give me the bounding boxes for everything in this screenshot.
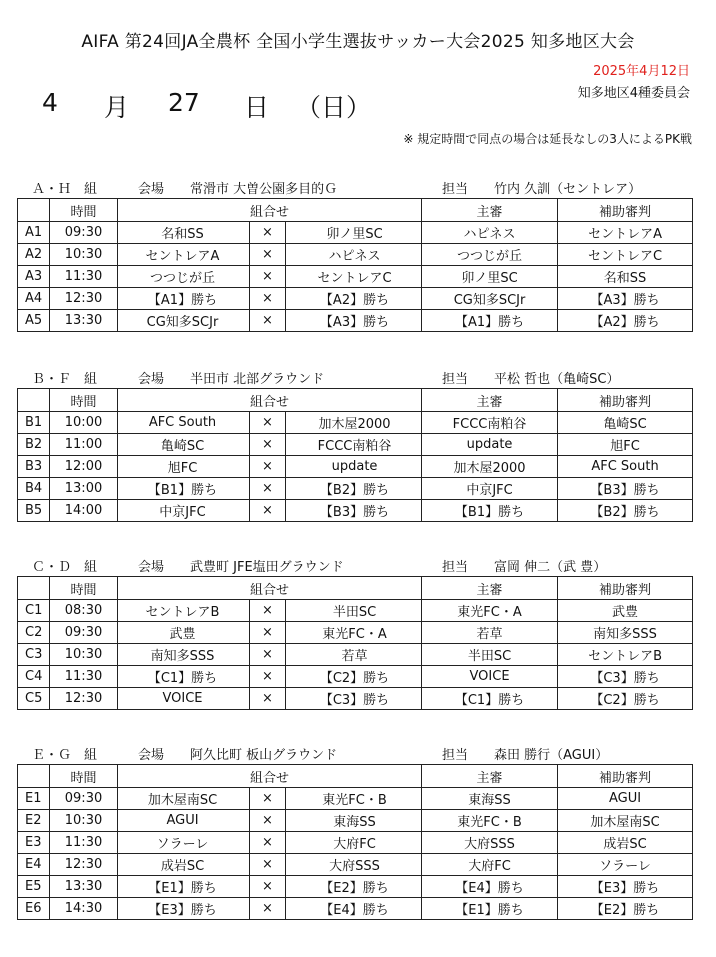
assistant-referee: 【C2】勝ち	[558, 688, 693, 710]
assistant-referee: 【E2】勝ち	[558, 898, 693, 920]
schedule-table	[17, 764, 693, 920]
match-id: A2	[18, 244, 50, 266]
match-time: 11:00	[50, 434, 118, 456]
match-id: C3	[18, 644, 50, 666]
versus-mark: ×	[250, 222, 286, 244]
table-header-row	[18, 199, 693, 222]
versus-mark: ×	[250, 876, 286, 898]
venue-label: 会場	[138, 182, 165, 197]
away-team: 若草	[286, 644, 422, 666]
venue-label: 会場	[138, 748, 165, 763]
assistant-referee: 【A2】勝ち	[558, 310, 693, 332]
header-time: 時間	[50, 577, 118, 600]
match-time: 09:30	[50, 622, 118, 644]
table-row	[18, 434, 693, 456]
home-team: つつじが丘	[118, 266, 250, 288]
header-match: 組合せ	[118, 389, 422, 412]
match-id: A4	[18, 288, 50, 310]
table-row	[18, 854, 693, 876]
table-row	[18, 266, 693, 288]
match-id: C5	[18, 688, 50, 710]
match-time: 13:30	[50, 310, 118, 332]
match-time: 11:30	[50, 832, 118, 854]
table-row	[18, 810, 693, 832]
match-id: E6	[18, 898, 50, 920]
versus-mark: ×	[250, 266, 286, 288]
home-team: 【E3】勝ち	[118, 898, 250, 920]
referee: 若草	[422, 622, 558, 644]
venue-name: 常滑市 大曽公園多目的Ｇ	[190, 182, 338, 197]
referee: 半田SC	[422, 644, 558, 666]
table-row	[18, 832, 693, 854]
home-team: CG知多SCJr	[118, 310, 250, 332]
referee: 東光FC・B	[422, 810, 558, 832]
home-team: 加木屋南SC	[118, 788, 250, 810]
home-team: 名和SS	[118, 222, 250, 244]
manager-name: 竹内 久訓（セントレア）	[494, 182, 642, 197]
group-label: Ｂ・Ｆ 組	[32, 372, 98, 387]
referee: ハピネス	[422, 222, 558, 244]
versus-mark: ×	[250, 810, 286, 832]
versus-mark: ×	[250, 500, 286, 522]
referee: CG知多SCJr	[422, 288, 558, 310]
away-team: 加木屋2000	[286, 412, 422, 434]
assistant-referee: ソラーレ	[558, 854, 693, 876]
versus-mark: ×	[250, 832, 286, 854]
venue-name: 武豊町 JFE塩田グラウンド	[190, 560, 344, 575]
away-team: update	[286, 456, 422, 478]
versus-mark: ×	[250, 688, 286, 710]
header-referee: 主審	[422, 199, 558, 222]
referee: VOICE	[422, 666, 558, 688]
assistant-referee: 旭FC	[558, 434, 693, 456]
referee: 大府FC	[422, 854, 558, 876]
versus-mark: ×	[250, 412, 286, 434]
home-team: 武豊	[118, 622, 250, 644]
away-team: セントレアC	[286, 266, 422, 288]
match-id: A3	[18, 266, 50, 288]
away-team: 半田SC	[286, 600, 422, 622]
match-time: 12:30	[50, 288, 118, 310]
home-team: 【A1】勝ち	[118, 288, 250, 310]
assistant-referee: 亀崎SC	[558, 412, 693, 434]
away-team: 東光FC・A	[286, 622, 422, 644]
table-row	[18, 244, 693, 266]
table-row	[18, 788, 693, 810]
table-row	[18, 600, 693, 622]
home-team: 【B1】勝ち	[118, 478, 250, 500]
header-match: 組合せ	[118, 577, 422, 600]
table-row	[18, 310, 693, 332]
table-row	[18, 500, 693, 522]
home-team: AFC South	[118, 412, 250, 434]
match-id: E5	[18, 876, 50, 898]
referee: 加木屋2000	[422, 456, 558, 478]
table-row	[18, 478, 693, 500]
away-team: 卯ノ里SC	[286, 222, 422, 244]
match-id: A1	[18, 222, 50, 244]
match-time: 12:30	[50, 688, 118, 710]
match-id: C1	[18, 600, 50, 622]
table-row	[18, 622, 693, 644]
header-referee: 主審	[422, 577, 558, 600]
date-weekday: （日）	[296, 93, 372, 122]
header-assistant: 補助審判	[558, 389, 693, 412]
versus-mark: ×	[250, 788, 286, 810]
referee: 中京JFC	[422, 478, 558, 500]
away-team: 【B3】勝ち	[286, 500, 422, 522]
away-team: 【A3】勝ち	[286, 310, 422, 332]
header-id	[18, 765, 50, 788]
header-referee: 主審	[422, 765, 558, 788]
assistant-referee: 武豊	[558, 600, 693, 622]
document-title: AIFA 第24回JA全農杯 全国小学生選抜サッカー大会2025 知多地区大会	[81, 32, 635, 52]
referee: 卯ノ里SC	[422, 266, 558, 288]
home-team: 南知多SSS	[118, 644, 250, 666]
venue-name: 半田市 北部グラウンド	[190, 372, 325, 387]
match-id: E3	[18, 832, 50, 854]
header-time: 時間	[50, 765, 118, 788]
home-team: セントレアA	[118, 244, 250, 266]
away-team: 【B2】勝ち	[286, 478, 422, 500]
header-assistant: 補助審判	[558, 577, 693, 600]
assistant-referee: 加木屋南SC	[558, 810, 693, 832]
versus-mark: ×	[250, 288, 286, 310]
header-assistant: 補助審判	[558, 765, 693, 788]
header-id	[18, 199, 50, 222]
header-id	[18, 577, 50, 600]
manager-label: 担当	[442, 372, 469, 387]
away-team: 東光FC・B	[286, 788, 422, 810]
table-row	[18, 898, 693, 920]
match-time: 10:00	[50, 412, 118, 434]
table-row	[18, 644, 693, 666]
table-row	[18, 456, 693, 478]
table-header-row	[18, 765, 693, 788]
table-row	[18, 288, 693, 310]
match-time: 10:30	[50, 644, 118, 666]
issuer: 知多地区4種委員会	[577, 86, 690, 101]
match-id: C2	[18, 622, 50, 644]
match-id: B2	[18, 434, 50, 456]
match-id: C4	[18, 666, 50, 688]
venue-label: 会場	[138, 372, 165, 387]
home-team: VOICE	[118, 688, 250, 710]
schedule-table	[17, 198, 693, 332]
schedule-table	[17, 576, 693, 710]
referee: update	[422, 434, 558, 456]
referee: 【B1】勝ち	[422, 500, 558, 522]
versus-mark: ×	[250, 310, 286, 332]
header-match: 組合せ	[118, 765, 422, 788]
header-referee: 主審	[422, 389, 558, 412]
versus-mark: ×	[250, 478, 286, 500]
manager-name: 富岡 伸二（武 豊）	[494, 560, 607, 575]
table-row	[18, 688, 693, 710]
versus-mark: ×	[250, 898, 286, 920]
away-team: 大府SSS	[286, 854, 422, 876]
assistant-referee: セントレアC	[558, 244, 693, 266]
date-day-label: 日	[244, 93, 270, 122]
referee: 東光FC・A	[422, 600, 558, 622]
match-time: 13:00	[50, 478, 118, 500]
match-time: 09:30	[50, 788, 118, 810]
match-id: B5	[18, 500, 50, 522]
match-time: 14:30	[50, 898, 118, 920]
match-time: 12:00	[50, 456, 118, 478]
match-time: 11:30	[50, 666, 118, 688]
referee: FCCC南粕谷	[422, 412, 558, 434]
match-time: 09:30	[50, 222, 118, 244]
assistant-referee: 名和SS	[558, 266, 693, 288]
match-id: B3	[18, 456, 50, 478]
versus-mark: ×	[250, 456, 286, 478]
table-row	[18, 412, 693, 434]
home-team: 亀崎SC	[118, 434, 250, 456]
home-team: 成岩SC	[118, 854, 250, 876]
assistant-referee: 【B2】勝ち	[558, 500, 693, 522]
manager-name: 森田 勝行（AGUI）	[494, 748, 609, 763]
referee: 【E1】勝ち	[422, 898, 558, 920]
schedule-table	[17, 388, 693, 522]
header-assistant: 補助審判	[558, 199, 693, 222]
referee: つつじが丘	[422, 244, 558, 266]
match-id: E2	[18, 810, 50, 832]
date-day: 27	[168, 88, 200, 117]
manager-label: 担当	[442, 182, 469, 197]
table-header-row	[18, 389, 693, 412]
match-time: 12:30	[50, 854, 118, 876]
assistant-referee: 南知多SSS	[558, 622, 693, 644]
assistant-referee: 【B3】勝ち	[558, 478, 693, 500]
home-team: 中京JFC	[118, 500, 250, 522]
match-time: 11:30	[50, 266, 118, 288]
referee: 【E4】勝ち	[422, 876, 558, 898]
venue-label: 会場	[138, 560, 165, 575]
assistant-referee: 【C3】勝ち	[558, 666, 693, 688]
home-team: 【E1】勝ち	[118, 876, 250, 898]
assistant-referee: セントレアB	[558, 644, 693, 666]
versus-mark: ×	[250, 854, 286, 876]
away-team: 【C3】勝ち	[286, 688, 422, 710]
versus-mark: ×	[250, 600, 286, 622]
assistant-referee: セントレアA	[558, 222, 693, 244]
home-team: 旭FC	[118, 456, 250, 478]
manager-label: 担当	[442, 560, 469, 575]
table-row	[18, 876, 693, 898]
match-time: 08:30	[50, 600, 118, 622]
away-team: 大府FC	[286, 832, 422, 854]
assistant-referee: 【A3】勝ち	[558, 288, 693, 310]
referee: 東海SS	[422, 788, 558, 810]
date-month: 4	[42, 88, 58, 117]
versus-mark: ×	[250, 644, 286, 666]
group-label: Ａ・Ｈ 組	[32, 182, 98, 197]
versus-mark: ×	[250, 434, 286, 456]
header-time: 時間	[50, 389, 118, 412]
away-team: ハピネス	[286, 244, 422, 266]
table-header-row	[18, 577, 693, 600]
versus-mark: ×	[250, 244, 286, 266]
group-label: Ｃ・Ｄ 組	[32, 560, 98, 575]
versus-mark: ×	[250, 666, 286, 688]
match-id: B1	[18, 412, 50, 434]
date-month-label: 月	[104, 93, 130, 122]
match-id: A5	[18, 310, 50, 332]
match-id: E1	[18, 788, 50, 810]
group-label: Ｅ・Ｇ 組	[32, 748, 98, 763]
referee: 【A1】勝ち	[422, 310, 558, 332]
referee: 大府SSS	[422, 832, 558, 854]
manager-name: 平松 哲也（亀崎SC）	[494, 372, 620, 387]
match-time: 14:00	[50, 500, 118, 522]
header-time: 時間	[50, 199, 118, 222]
assistant-referee: AFC South	[558, 456, 693, 478]
table-row	[18, 222, 693, 244]
issue-date: 2025年4月12日	[593, 64, 690, 79]
match-time: 10:30	[50, 810, 118, 832]
assistant-referee: 【E3】勝ち	[558, 876, 693, 898]
home-team: AGUI	[118, 810, 250, 832]
away-team: 東海SS	[286, 810, 422, 832]
assistant-referee: 成岩SC	[558, 832, 693, 854]
referee: 【C1】勝ち	[422, 688, 558, 710]
pk-note: ※ 規定時間で同点の場合は延長なしの3人によるPK戦	[403, 132, 692, 146]
match-id: E4	[18, 854, 50, 876]
match-id: B4	[18, 478, 50, 500]
venue-name: 阿久比町 板山グラウンド	[190, 748, 338, 763]
away-team: 【E2】勝ち	[286, 876, 422, 898]
match-time: 13:30	[50, 876, 118, 898]
assistant-referee: AGUI	[558, 788, 693, 810]
table-row	[18, 666, 693, 688]
match-time: 10:30	[50, 244, 118, 266]
away-team: FCCC南粕谷	[286, 434, 422, 456]
home-team: 【C1】勝ち	[118, 666, 250, 688]
header-match: 組合せ	[118, 199, 422, 222]
home-team: ソラーレ	[118, 832, 250, 854]
away-team: 【E4】勝ち	[286, 898, 422, 920]
away-team: 【C2】勝ち	[286, 666, 422, 688]
away-team: 【A2】勝ち	[286, 288, 422, 310]
versus-mark: ×	[250, 622, 286, 644]
header-id	[18, 389, 50, 412]
manager-label: 担当	[442, 748, 469, 763]
home-team: セントレアB	[118, 600, 250, 622]
